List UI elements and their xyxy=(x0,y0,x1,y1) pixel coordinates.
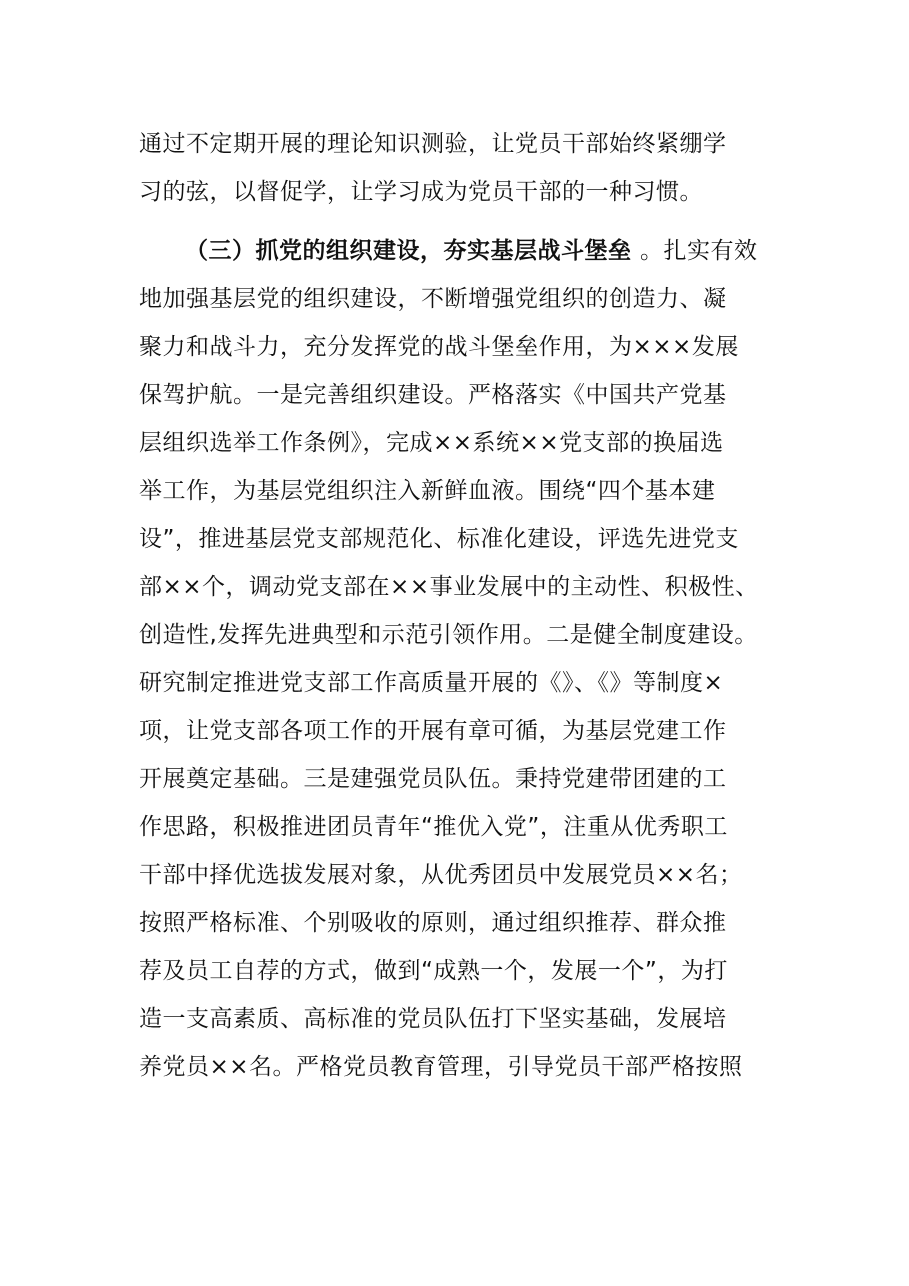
body-text-line: 设”，推进基层党支部规范化、标准化建设，评选先进党支 xyxy=(139,526,739,552)
body-text-line: 干部中择优选拔发展对象，从优秀团员中发展党员××名； xyxy=(139,862,743,888)
body-text-line: 造一支高素质、高标准的党员队伍打下坚实基础，发展培 xyxy=(139,1006,727,1032)
body-text-line: 荐及员工自荐的方式，做到“成熟一个，发展一个”，为打 xyxy=(139,958,728,984)
body-text-line: 举工作，为基层党组织注入新鲜血液。围绕“四个基本建 xyxy=(139,478,716,504)
body-text-line: 。扎实有效 xyxy=(640,238,758,264)
body-text-line: 习的弦，以督促学，让学习成为党员干部的一种习惯。 xyxy=(139,179,703,205)
body-text-line: 聚力和战斗力，充分发挥党的战斗堡垒作用，为×××发展 xyxy=(139,334,739,360)
body-text-line: 开展奠定基础。三是建强党员队伍。秉持党建带团建的工 xyxy=(139,766,727,792)
body-text-line: 项，让党支部各项工作的开展有章可循，为基层党建工作 xyxy=(139,718,727,744)
section-heading: （三）抓党的组织建设，夯实基层战斗堡垒 xyxy=(185,238,632,264)
body-text-line: 通过不定期开展的理论知识测验，让党员干部始终紧绷学 xyxy=(139,131,727,157)
body-text-line: 创造性,发挥先进典型和示范引领作用。二是健全制度建设。 xyxy=(139,622,758,648)
body-text-line: 按照严格标准、个别吸收的原则，通过组织推荐、群众推 xyxy=(139,910,727,936)
body-text-line: 保驾护航。一是完善组织建设。严格落实《中国共产党基 xyxy=(139,382,727,408)
body-text-line: 地加强基层党的组织建设，不断增强党组织的创造力、凝 xyxy=(139,286,727,312)
body-text-line: 养党员××名。严格党员教育管理，引导党员干部严格按照 xyxy=(139,1054,743,1080)
body-text-line: 研究制定推进党支部工作高质量开展的《》、《》等制度× xyxy=(139,670,724,696)
body-text-line: 作思路，积极推进团员青年“推优入党”，注重从优秀职工 xyxy=(139,814,728,840)
body-text-line: 层组织选举工作条例》，完成××系统××党支部的换届选 xyxy=(139,430,724,456)
body-text-line: 部××个，调动党支部在××事业发展中的主动性、积极性、 xyxy=(139,574,759,600)
